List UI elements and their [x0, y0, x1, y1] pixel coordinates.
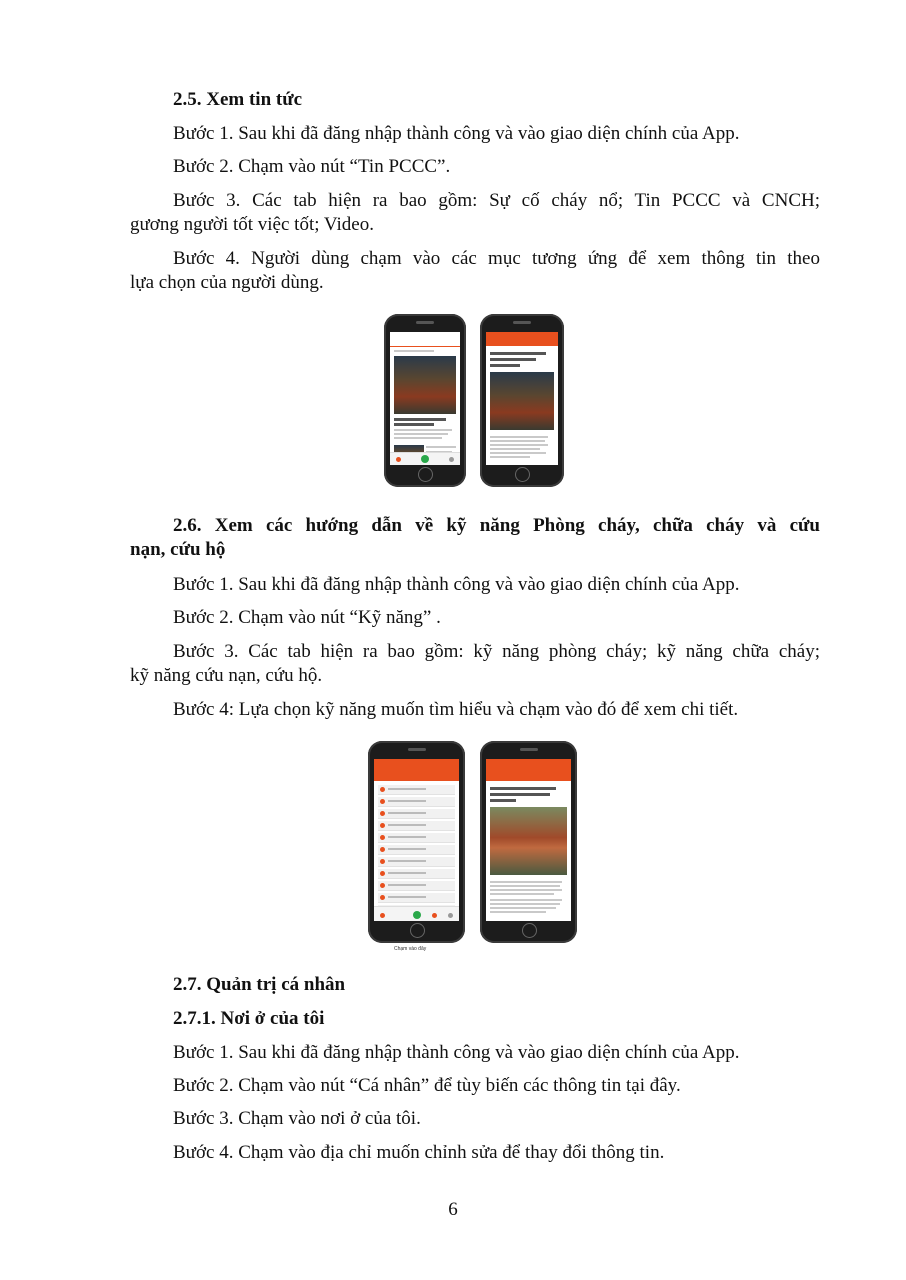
nav-skills-icon — [432, 913, 437, 918]
step-4: Bước 4: Lựa chọn kỹ năng muốn tìm hiểu và chạm vào đó để xem chi tiết. — [173, 699, 739, 720]
step-3-line-1: Bước 3. Các tab hiện ra bao gồm: kỹ năng phòng cháy; kỹ năng chữa cháy; — [173, 641, 820, 662]
nav-profile-icon — [448, 913, 453, 918]
list-item — [378, 881, 455, 891]
step-3-line-2: gương người tốt việc tốt; Video. — [130, 214, 374, 235]
list-item — [378, 821, 455, 831]
nav-center-icon — [421, 455, 429, 463]
phone-screen — [486, 332, 558, 465]
skill-photo — [490, 807, 567, 875]
list-item — [378, 809, 455, 819]
list-item — [378, 833, 455, 843]
phone-screen — [374, 759, 459, 921]
home-button — [522, 923, 537, 938]
phone-skill-detail — [480, 741, 577, 943]
section-title-2-7: 2.7. Quản trị cá nhân — [173, 974, 346, 995]
step-4-line-1: Bước 4. Người dùng chạm vào các mục tương ứng để xem thông tin theo — [173, 248, 820, 269]
nav-home-icon — [380, 913, 385, 918]
step-1: Bước 1. Sau khi đã đăng nhập thành công và vào giao diện chính của App. — [173, 574, 740, 595]
step-3-line-1: Bước 3. Các tab hiện ra bao gồm: Sự cố cháy nổ; Tin PCCC và CNCH; — [173, 190, 820, 211]
step-1: Bước 1. Sau khi đã đăng nhập thành công và vào giao diện chính của App. — [173, 123, 740, 144]
app-header — [374, 759, 459, 781]
speaker — [416, 321, 434, 324]
nav-profile-icon — [449, 457, 454, 462]
step-3-line-2: kỹ năng cứu nạn, cứu hộ. — [130, 665, 323, 686]
step-3: Bước 3. Chạm vào nơi ở của tôi. — [173, 1108, 421, 1129]
speaker — [520, 748, 538, 751]
app-header — [486, 759, 571, 781]
speaker — [408, 748, 426, 751]
step-2: Bước 2. Chạm vào nút “Kỹ năng” . — [173, 607, 441, 628]
home-button — [515, 467, 530, 482]
app-header — [486, 332, 558, 346]
phone-news-list — [384, 314, 466, 487]
bottom-nav — [374, 906, 459, 921]
list-item — [378, 785, 455, 795]
phone-skills-list — [368, 741, 465, 943]
article-photo — [490, 372, 554, 430]
list-item — [378, 893, 455, 903]
speaker — [513, 321, 531, 324]
home-button — [418, 467, 433, 482]
phone-news-detail — [480, 314, 564, 487]
subsection-title-2-7-1: 2.7.1. Nơi ở của tôi — [173, 1008, 325, 1029]
step-4: Bước 4. Chạm vào địa chỉ muốn chỉnh sửa để thay đổi thông tin. — [173, 1142, 665, 1163]
list-item — [378, 845, 455, 855]
step-4-line-2: lựa chọn của người dùng. — [130, 272, 324, 293]
list-item — [378, 797, 455, 807]
page-number: 6 — [448, 1199, 458, 1220]
news-tabs — [390, 332, 460, 347]
list-item — [378, 857, 455, 867]
news-photo — [394, 356, 456, 414]
home-button — [410, 923, 425, 938]
nav-center-icon — [413, 911, 421, 919]
phone-caption: Chạm vào đây — [394, 946, 427, 952]
step-2: Bước 2. Chạm vào nút “Cá nhân” để tùy biến các thông tin tại đây. — [173, 1075, 681, 1096]
section-title-2-6-line-2: nạn, cứu hộ — [130, 539, 226, 560]
phone-screen — [486, 759, 571, 921]
phone-screen — [390, 332, 460, 465]
list-item — [378, 869, 455, 879]
bottom-nav — [390, 452, 460, 465]
step-1: Bước 1. Sau khi đã đăng nhập thành công và vào giao diện chính của App. — [173, 1042, 740, 1063]
section-title-2-5: 2.5. Xem tin tức — [173, 89, 303, 110]
section-title-2-6-line-1: 2.6. Xem các hướng dẫn về kỹ năng Phòng cháy, chữa cháy và cứu — [173, 515, 820, 536]
step-2: Bước 2. Chạm vào nút “Tin PCCC”. — [173, 156, 451, 177]
nav-home-icon — [396, 457, 401, 462]
